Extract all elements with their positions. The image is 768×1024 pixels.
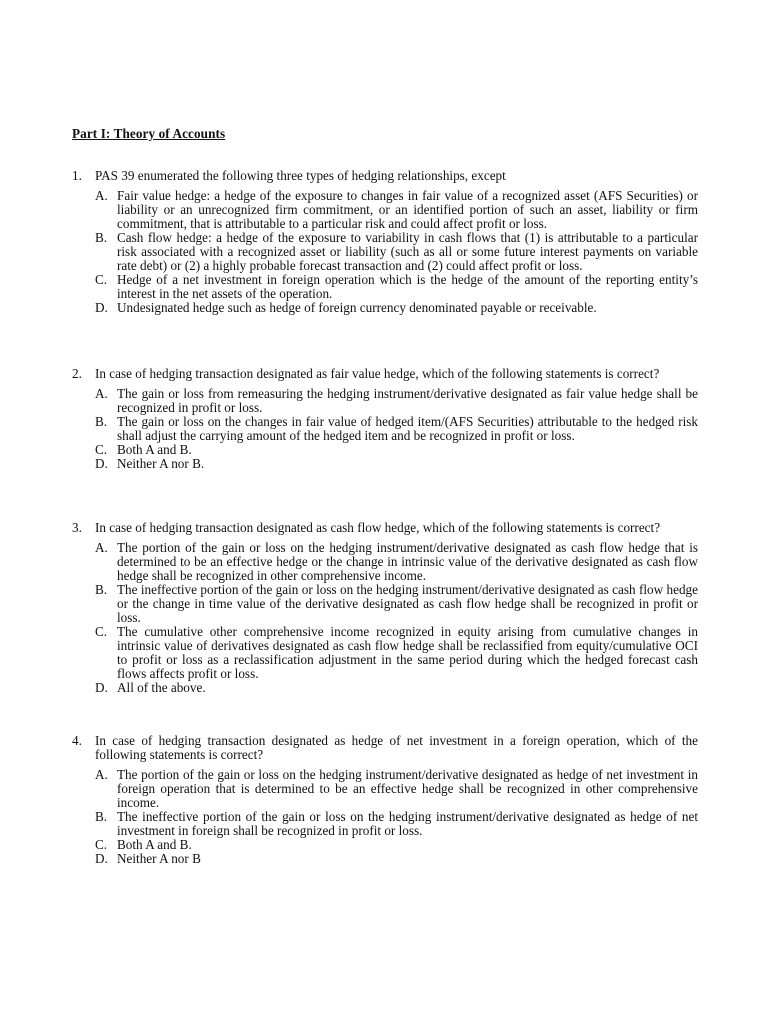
question-4	[72, 734, 698, 866]
option-list	[72, 541, 698, 695]
option-list	[72, 189, 698, 315]
option-letter: B.	[95, 582, 108, 597]
option-a	[95, 189, 698, 231]
option-text: Hedge of a net investment in foreign operation which is the hedge of the amount of the reporting entity’s interest in the net assets of the operation.	[117, 272, 698, 301]
option-text: Neither A nor B	[117, 851, 201, 866]
question-text: In case of hedging transaction designated as cash flow hedge, which of the following statements is correct?	[95, 520, 661, 535]
option-text: All of the above.	[117, 680, 206, 695]
option-c	[95, 625, 698, 681]
option-text: The portion of the gain or loss on the hedging instrument/derivative designated as cash flow hedge that is determined to be an effective hedge or the change in intrinsic value of the derivative designated as cash flow hedge shall be recognized in other comprehensive income.	[117, 540, 698, 583]
question-stem	[72, 521, 698, 535]
option-list	[72, 387, 698, 471]
question-number: 1.	[72, 168, 82, 183]
option-b	[95, 810, 698, 838]
option-letter: A.	[95, 540, 108, 555]
option-c	[95, 273, 698, 301]
option-a	[95, 387, 698, 415]
option-letter: C.	[95, 442, 108, 457]
question-stem	[72, 734, 698, 762]
option-letter: C.	[95, 837, 108, 852]
option-text: Both A and B.	[117, 837, 192, 852]
option-a	[95, 768, 698, 810]
option-text: The gain or loss from remeasuring the hedging instrument/derivative designated as fair value hedge shall be recognized in profit or loss.	[117, 386, 698, 415]
option-letter: B.	[95, 414, 108, 429]
option-b	[95, 415, 698, 443]
question-number: 4.	[72, 733, 82, 748]
question-text: In case of hedging transaction designated as hedge of net investment in a foreign operation, which of the following statements is correct?	[95, 733, 698, 762]
option-c	[95, 443, 698, 457]
option-letter: B.	[95, 230, 108, 245]
option-text: The portion of the gain or loss on the hedging instrument/derivative designated as hedge of net investment in foreign operation that is determined to be an effective hedge shall be recognized in other comprehensive income.	[117, 767, 698, 810]
question-3	[72, 521, 698, 695]
option-text: Fair value hedge: a hedge of the exposure to changes in fair value of a recognized asset (AFS Securities) or liability or an unrecognized firm commitment, or an identified portion of such an asset, liability or firm commitment, that is attributable to a particular risk and could affect profit or loss.	[117, 188, 698, 231]
option-letter: A.	[95, 188, 108, 203]
option-b	[95, 231, 698, 273]
option-letter: D.	[95, 680, 108, 695]
option-letter: D.	[95, 851, 108, 866]
question-stem	[72, 169, 698, 183]
option-text: Cash flow hedge: a hedge of the exposure to variability in cash flows that (1) is attributable to a particular risk associated with a recognized asset or liability (such as all or some future interest payments on variable rate debt) or (2) a highly probable forecast transaction and (2) could affect profit or loss.	[117, 230, 698, 273]
option-text: The gain or loss on the changes in fair value of hedged item/(AFS Securities) attributable to the hedged risk shall adjust the carrying amount of the hedged item and be recognized in profit or loss.	[117, 414, 698, 443]
question-text: PAS 39 enumerated the following three types of hedging relationships, except	[95, 168, 506, 183]
question-number: 3.	[72, 520, 82, 535]
option-letter: B.	[95, 809, 108, 824]
question-2	[72, 367, 698, 471]
option-b	[95, 583, 698, 625]
option-letter: D.	[95, 300, 108, 315]
option-letter: D.	[95, 456, 108, 471]
option-list	[72, 768, 698, 866]
option-text: The cumulative other comprehensive income recognized in equity arising from cumulative changes in intrinsic value of derivatives designated as cash flow hedge shall be reclassified from equity/cumulative OCI to profit or loss as a reclassification adjustment in the same period during which the hedged forecast cash flows affects profit or loss.	[117, 624, 698, 681]
option-letter: C.	[95, 624, 108, 639]
option-text: Undesignated hedge such as hedge of foreign currency denominated payable or receivable.	[117, 300, 597, 315]
option-text: The ineffective portion of the gain or loss on the hedging instrument/derivative designated as cash flow hedge or the change in time value of the derivative designated as cash flow hedge shall be recognized in profit or loss.	[117, 582, 698, 625]
option-letter: A.	[95, 767, 108, 782]
part-title: Part I: Theory of Accounts	[72, 126, 226, 141]
option-text: The ineffective portion of the gain or loss on the hedging instrument/derivative designated as hedge of net investment in foreign shall be recognized in profit or loss.	[117, 809, 698, 838]
option-letter: C.	[95, 272, 108, 287]
option-text: Both A and B.	[117, 442, 192, 457]
option-d	[95, 852, 698, 866]
option-d	[95, 681, 698, 695]
option-text: Neither A nor B.	[117, 456, 205, 471]
question-text: In case of hedging transaction designated as fair value hedge, which of the following statements is correct?	[95, 366, 660, 381]
question-stem	[72, 367, 698, 381]
question-number: 2.	[72, 366, 82, 381]
option-a	[95, 541, 698, 583]
option-c	[95, 838, 698, 852]
question-1	[72, 169, 698, 315]
option-d	[95, 301, 698, 315]
option-letter: A.	[95, 386, 108, 401]
option-d	[95, 457, 698, 471]
